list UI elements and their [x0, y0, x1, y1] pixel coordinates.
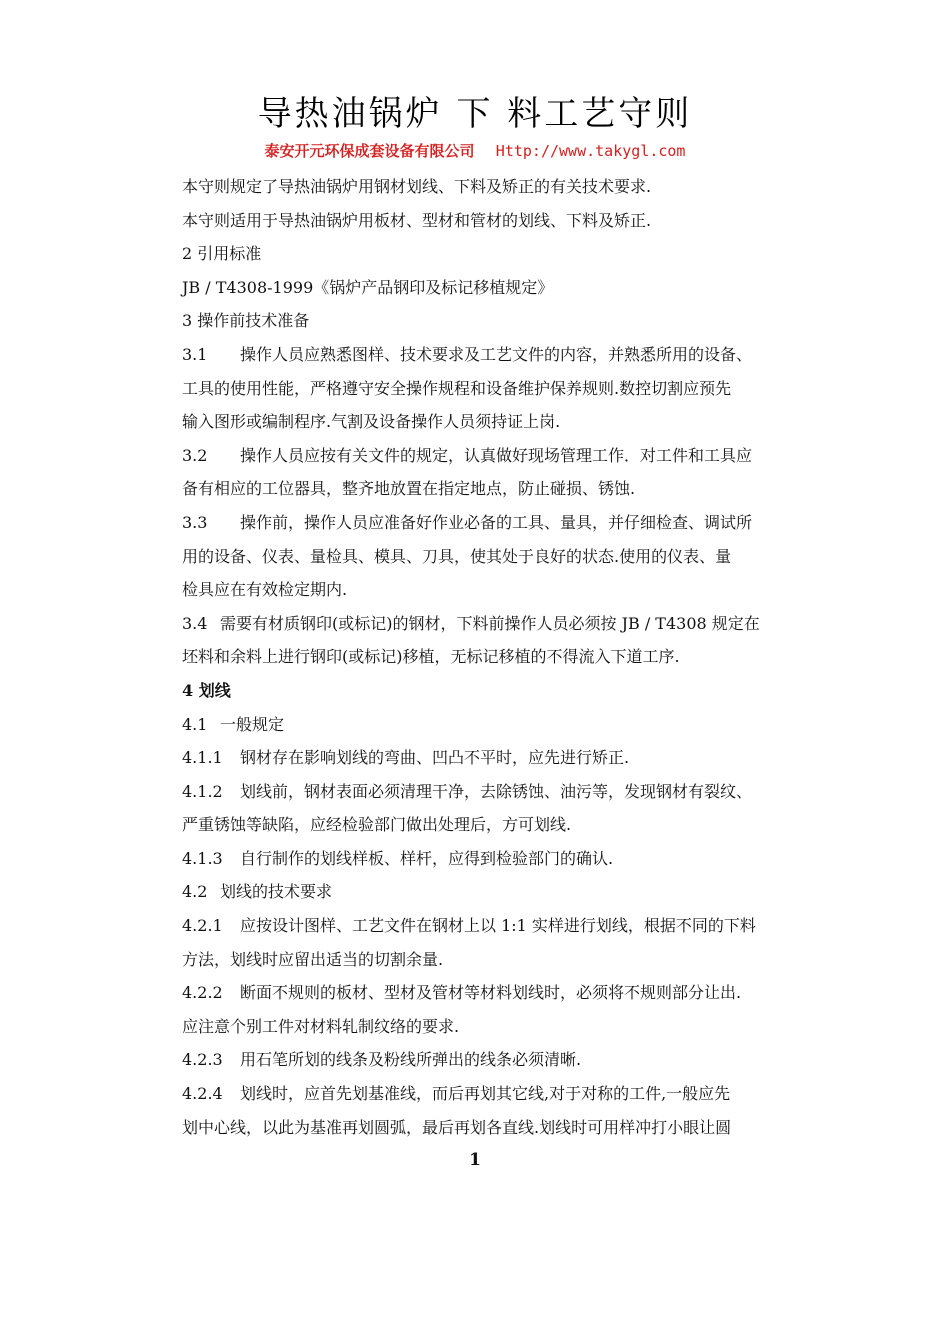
clause-number: 4.2.1 [182, 916, 223, 936]
clause-number: 4.1 [182, 714, 208, 734]
section-number: 4 [182, 680, 194, 700]
clause-text: 自行制作的划线样板、样杆，应得到检验部门的确认. [240, 848, 614, 868]
company-url: Http://www.takygl.com [495, 142, 686, 160]
clause-line [182, 708, 802, 742]
company-name: 泰安开元环保成套设备有限公司 [264, 142, 475, 160]
paragraph-line: 输入图形或编制程序.气割及设备操作人员须持证上岗. [182, 412, 561, 432]
clause-text: 用石笔所划的线条及粉线所弹出的线条必须清晰. [240, 1050, 582, 1070]
clause-line [182, 439, 802, 473]
clause-text: 操作人员应熟悉图样、技术要求及工艺文件的内容，并熟悉所用的设备、 [240, 344, 753, 364]
clause-text: 钢材存在影响划线的弯曲、凹凸不平时，应先进行矫正. [240, 748, 630, 768]
clause-line [182, 909, 802, 943]
clause-number: 3.2 [182, 445, 208, 465]
clause-line [182, 775, 802, 809]
clause-text: 操作前，操作人员应准备好作业必备的工具、量具，并仔细检查、调试所 [240, 512, 753, 532]
standard-reference: JB / T4308-1999《锅炉产品钢印及标记移植规定》 [182, 277, 554, 297]
paragraph-line: 严重锈蚀等缺陷，应经检验部门做出处理后，方可划线. [182, 815, 572, 835]
paragraph-line: 坯料和余料上进行钢印(或标记)移植，无标记移植的不得流入下道工序. [182, 647, 680, 667]
clause-number: 3.1 [182, 344, 208, 364]
clause-number: 4.1.2 [182, 781, 223, 801]
clause-text: 应按设计图样、工艺文件在钢材上以 1:1 实样进行划线，根据不同的下料 [240, 916, 756, 936]
clause-text: 断面不规则的板材、型材及管材等材料划线时，必须将不规则部分让出. [240, 983, 742, 1003]
clause-line [182, 338, 802, 372]
clause-text: 划线的技术要求 [220, 882, 333, 902]
clause-text: 一般规定 [220, 714, 285, 734]
clause-text: 操作人员应按有关文件的规定，认真做好现场管理工作．对工件和工具应 [240, 445, 753, 465]
paragraph-line: 方法，划线时应留出适当的切割余量. [182, 949, 444, 969]
clause-number: 4.2.3 [182, 1050, 223, 1070]
section-heading [182, 674, 802, 708]
clause-number: 3.3 [182, 512, 208, 532]
clause-line [182, 506, 802, 540]
clause-number: 4.1.1 [182, 748, 223, 768]
clause-line [182, 976, 802, 1010]
clause-text: 划线时，应首先划基准线，而后再划其它线,对于对称的工件,一般应先 [240, 1084, 731, 1104]
clause-number: 4.2 [182, 882, 208, 902]
document-title: 导热油锅炉 下 料工艺守则 [257, 94, 693, 134]
paragraph-line: 本守则适用于导热油锅炉用板材、型材和管材的划线、下料及矫正. [182, 210, 652, 230]
paragraph-line: 用的设备、仪表、量检具、模具、刀具，使其处于良好的状态.使用的仪表、量 [182, 546, 732, 566]
clause-line [182, 1043, 802, 1077]
clause-line [182, 842, 802, 876]
clause-text: 需要有材质钢印(或标记)的钢材，下料前操作人员必须按 JB / T4308 规定在 [220, 613, 760, 633]
clause-line [182, 1077, 802, 1111]
clause-line [182, 875, 802, 909]
clause-line [182, 607, 802, 641]
paragraph-line: 检具应在有效检定期内. [182, 580, 348, 600]
section-title: 划线 [198, 680, 231, 700]
paragraph-line: 应注意个别工件对材料轧制纹络的要求. [182, 1016, 460, 1036]
paragraph-line: 工具的使用性能，严格遵守安全操作规程和设备维护保养规则.数控切割应预先 [182, 378, 732, 398]
clause-number: 4.1.3 [182, 848, 223, 868]
paragraph-line: 本守则规定了导热油锅炉用钢材划线、下料及矫正的有关技术要求. [182, 177, 652, 196]
paragraph-line: 备有相应的工位器具，整齐地放置在指定地点，防止碰损、锈蚀. [182, 479, 636, 499]
clause-line [182, 741, 802, 775]
clause-number: 4.2.2 [182, 983, 223, 1003]
paragraph-line: 划中心线，以此为基准再划圆弧，最后再划各直线.划线时可用样冲打小眼让圆 [182, 1117, 732, 1137]
clause-number: 4.2.4 [182, 1084, 223, 1104]
document-body [182, 170, 802, 1144]
clause-text: 划线前，钢材表面必须清理干净，去除锈蚀、油污等，发现钢材有裂纹、 [240, 781, 753, 801]
section-heading: 3 操作前技术准备 [182, 311, 310, 331]
company-header [0, 140, 950, 161]
clause-number: 3.4 [182, 613, 208, 633]
page-number: 1 [469, 1150, 481, 1170]
section-heading: 2 引用标准 [182, 244, 262, 264]
